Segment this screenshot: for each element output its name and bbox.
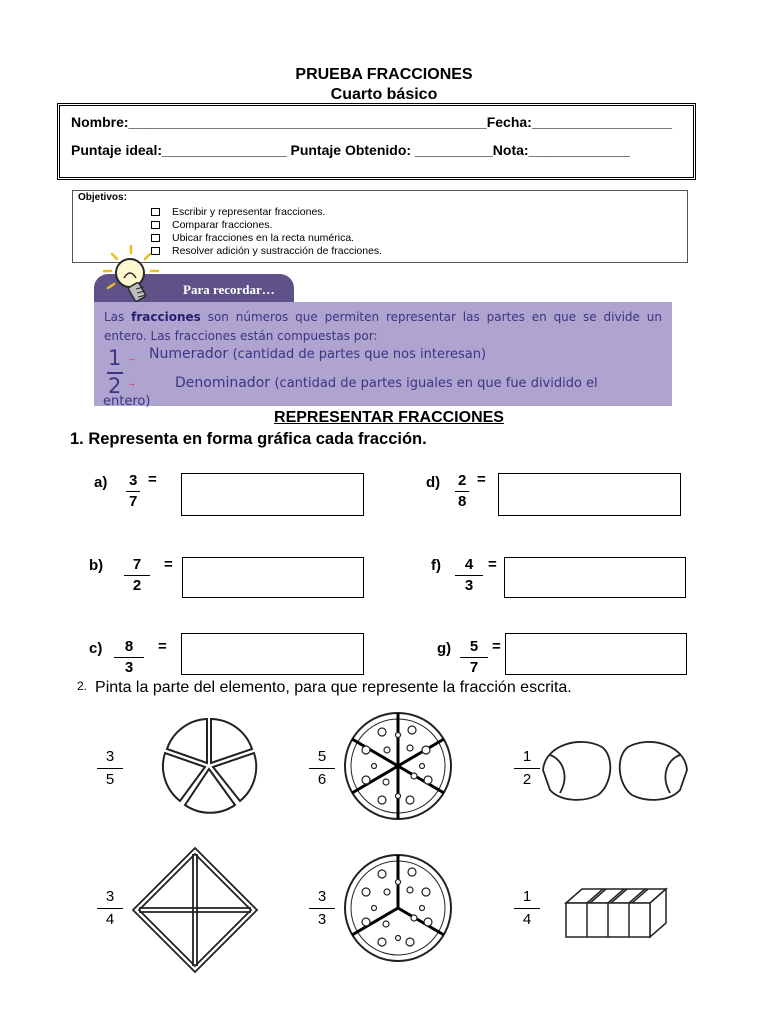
answer-box-f[interactable]: [504, 557, 686, 598]
item-label-c: c): [89, 640, 103, 657]
fraction-a: $\frac{3}{7}$: [126, 471, 140, 512]
paint-fraction-6: $\frac{1}{4}$: [514, 886, 540, 931]
arrow-icon: →: [127, 378, 136, 388]
reminder-text: Las fracciones son números que permiten representar las partes en que se divide un entero. Las fracciones están compuestas por:: [104, 310, 663, 343]
objective-item: Escribir y representar fracciones.: [151, 206, 325, 218]
numerator-line: Numerador (cantidad de partes que nos interesan): [149, 346, 487, 362]
fraction-d: $\frac{2}{8}$: [455, 471, 469, 512]
equals-sign: =: [492, 638, 501, 655]
circle-5-parts-shape[interactable]: [145, 715, 275, 815]
answer-box-c[interactable]: [181, 633, 364, 675]
denominator-line-cont: entero): [103, 394, 151, 409]
two-shells-shape[interactable]: [540, 735, 690, 805]
pizza-3-slices-shape[interactable]: [342, 852, 454, 964]
item-label-a: a): [94, 474, 108, 491]
equals-sign: =: [488, 556, 497, 573]
answer-box-a[interactable]: [181, 473, 364, 516]
score-line[interactable]: Puntaje ideal:________________ Puntaje Obtenido: __________Nota:_____________: [71, 142, 630, 158]
objective-item: Ubicar fracciones en la recta numérica.: [151, 232, 354, 244]
fraction-g: $\frac{5}{7}$: [460, 637, 488, 678]
pizza-6-slices-shape[interactable]: [342, 710, 454, 822]
diamond-4-parts-shape[interactable]: [130, 845, 260, 975]
equals-sign: =: [164, 556, 173, 573]
checkbox-icon[interactable]: [151, 234, 160, 242]
reminder-tab-label: Para recordar…: [183, 282, 275, 297]
paint-fraction-3: $\frac{1}{2}$: [514, 746, 540, 791]
question-2: 2. Pinta la parte del elemento, para que represente la fracción escrita.: [77, 679, 572, 696]
paint-fraction-5: $\frac{3}{3}$: [309, 886, 335, 931]
lightbulb-icon: [98, 242, 164, 308]
equals-sign: =: [158, 638, 167, 655]
question-1: 1. Representa en forma gráfica cada fracción.: [70, 430, 427, 448]
objective-item: Comparar fracciones.: [151, 219, 272, 231]
fraction-b: $\frac{7}{2}$: [124, 555, 150, 596]
paint-fraction-4: $\frac{3}{4}$: [97, 886, 123, 931]
item-label-f: f): [431, 557, 441, 574]
reminder-box: [94, 302, 672, 409]
page-subtitle: Cuarto básico: [330, 86, 438, 103]
objective-item: Resolver adición y sustracción de fracciones.: [151, 245, 382, 257]
item-label-g: g): [437, 640, 452, 657]
answer-box-d[interactable]: [498, 473, 681, 516]
fraction-c: $\frac{8}{3}$: [114, 637, 144, 678]
objectives-title: Objetivos:: [78, 192, 127, 203]
denominator-digit: 2: [108, 374, 122, 398]
name-date-line[interactable]: Nombre:______________________________________________Fecha:__________________: [71, 114, 672, 130]
fraction-f: $\frac{4}{3}$: [455, 555, 483, 596]
section-title: REPRESENTAR FRACCIONES: [274, 409, 504, 426]
arrow-icon: →: [127, 353, 136, 363]
equals-sign: =: [148, 471, 157, 488]
equals-sign: =: [477, 471, 486, 488]
bar-4-parts-shape[interactable]: [562, 885, 670, 941]
paint-fraction-2: $\frac{5}{6}$: [309, 746, 335, 791]
student-info-box: [57, 103, 696, 180]
page-title: PRUEBA FRACCIONES: [295, 66, 473, 83]
paint-fraction-1: $\frac{3}{5}$: [97, 746, 123, 791]
item-label-d: d): [426, 474, 441, 491]
objectives-box: [72, 190, 688, 263]
checkbox-icon[interactable]: [151, 221, 160, 229]
denominator-line: Denominador (cantidad de partes iguales en que fue dividido el: [175, 375, 598, 391]
item-label-b: b): [89, 557, 104, 574]
checkbox-icon[interactable]: [151, 208, 160, 216]
numerator-digit: 1: [108, 346, 122, 370]
answer-box-g[interactable]: [505, 633, 687, 675]
answer-box-b[interactable]: [182, 557, 364, 598]
